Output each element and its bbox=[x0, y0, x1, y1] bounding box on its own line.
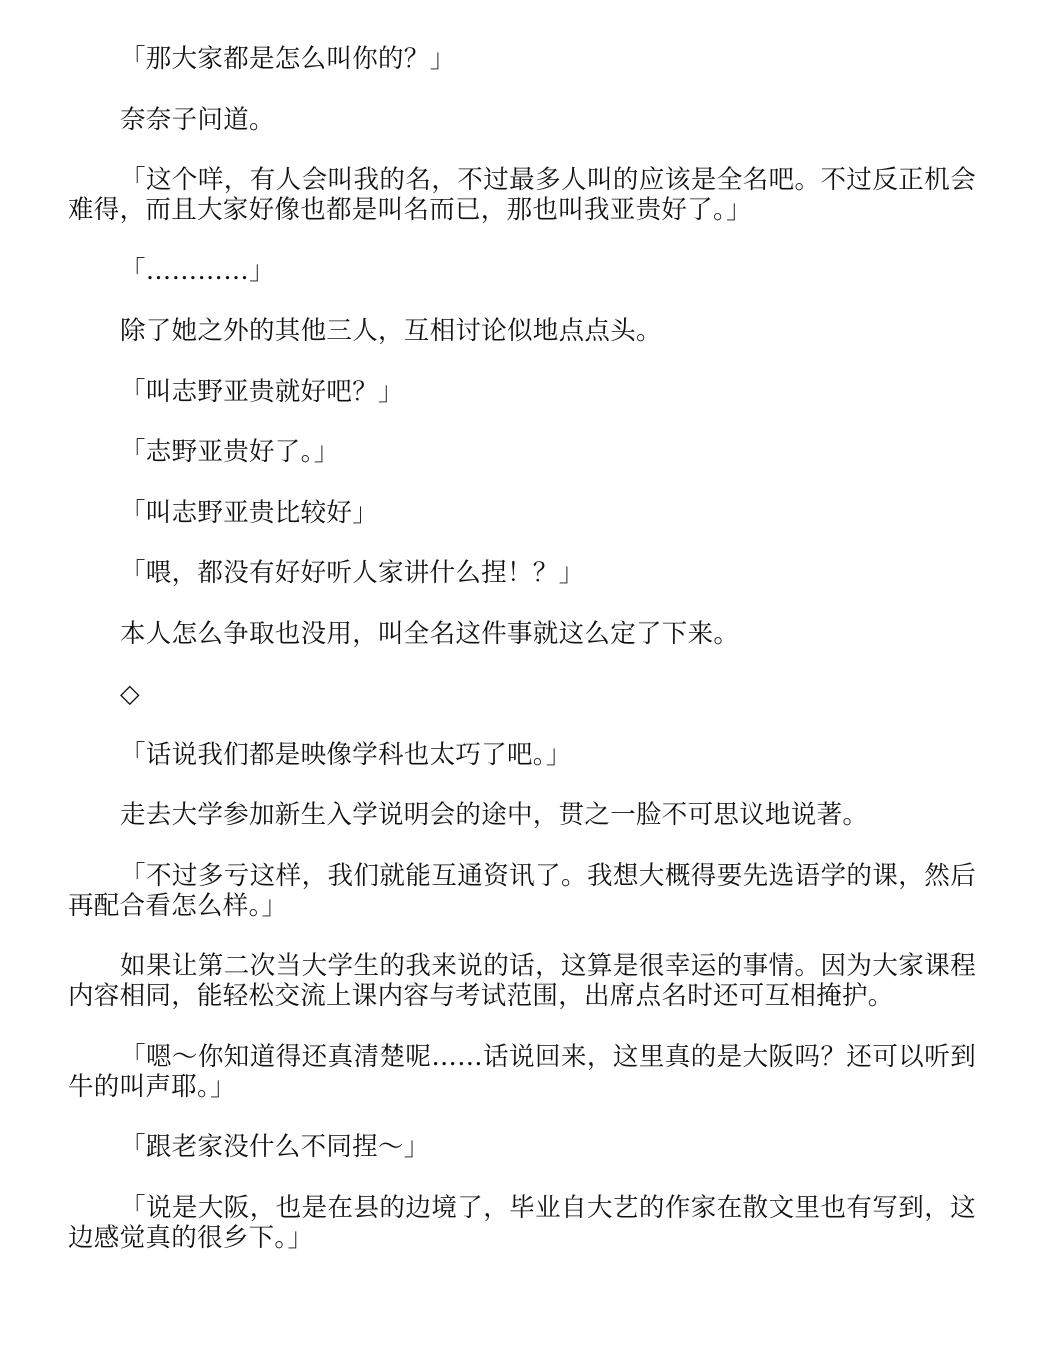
paragraph: 本人怎么争取也没用，叫全名这件事就这么定了下来。 bbox=[120, 618, 740, 649]
paragraph: 走去大学参加新生入学说明会的途中，贯之一脸不可思议地说著。 bbox=[120, 800, 869, 830]
paragraph: 「这个咩，有人会叫我的名，不过最多人叫的应该是全名吧。不过反正机会难得，而且大家好像也都是叫名而已，那也叫我亚贵好了。」 bbox=[68, 165, 976, 225]
paragraph: 「嗯～你知道得还真清楚呢……话说回来，这里真的是大阪吗？还可以听到牛的叫声耶。」 bbox=[68, 1041, 976, 1102]
paragraph: 奈奈子问道。 bbox=[120, 104, 275, 135]
scene-break-symbol: ◇ bbox=[120, 679, 140, 709]
paragraph: 「那大家都是怎么叫你的？」 bbox=[120, 44, 456, 74]
paragraph: 「话说我们都是映像学科也太巧了吧。」 bbox=[120, 739, 572, 770]
paragraph: 「跟老家没什么不同捏～」 bbox=[120, 1132, 430, 1162]
paragraph: 「说是大阪，也是在县的边境了，毕业自大艺的作家在散文里也有写到，这边感觉真的很乡下。」 bbox=[68, 1192, 976, 1253]
paragraph: 「不过多亏这样，我们就能互通资讯了。我想大概得要先选语学的课，然后再配合看怎么样。」 bbox=[68, 860, 976, 921]
paragraph: 「喂，都没有好好听人家讲什么捏！？」 bbox=[120, 558, 585, 588]
paragraph: 「志野亚贵好了。」 bbox=[120, 437, 340, 467]
paragraph: 除了她之外的其他三人，互相讨论似地点点头。 bbox=[120, 316, 662, 346]
paragraph: 如果让第二次当大学生的我来说的话，这算是很幸运的事情。因为大家课程内容相同，能轻松交流上课内容与考试范围，出席点名时还可互相掩护。 bbox=[68, 951, 976, 1011]
paragraph: 「叫志野亚贵比较好」 bbox=[120, 497, 379, 528]
paragraph: 「…………」 bbox=[120, 255, 275, 286]
paragraph: 「叫志野亚贵就好吧？」 bbox=[120, 376, 404, 407]
